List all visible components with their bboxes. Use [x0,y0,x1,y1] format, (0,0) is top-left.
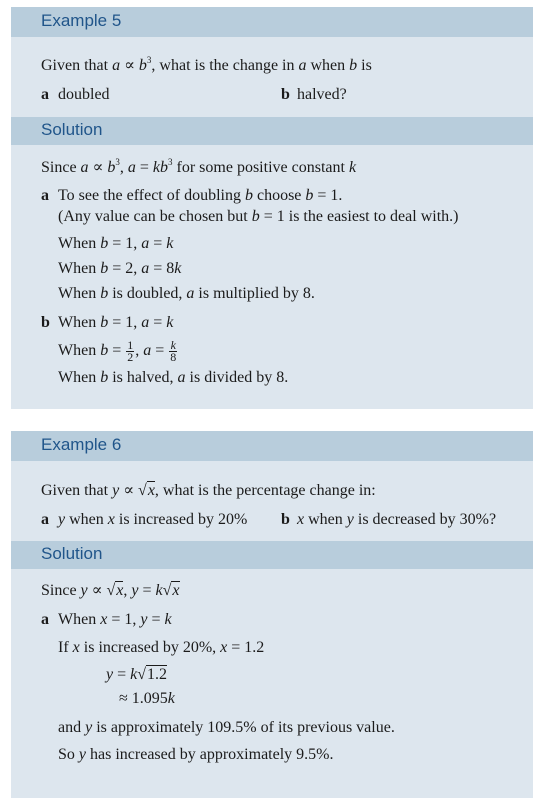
example-6-part-a: y when x is increased by 20% [58,511,248,528]
example-5-solution-b-line-2: When b = $\frac{1}{2}$ , a = $\frac{k}{8}$ [58,337,177,364]
example-5-solution-a-line-2: (Any value can be chosen but b = 1 is the easiest to deal with.) [58,208,459,225]
example-6-part-b: x when y is decreased by 30%? [297,511,497,528]
example-6-solution-a-line-1: When x = 1, y = k [58,611,172,628]
example-5-solution-a-label: a [41,187,49,204]
example-6-solution-a-line-5: and y is approximately 109.5% of its previous value. [58,719,395,736]
example-5-solution-b-line-3: When b is halved, a is divided by 8. [58,369,289,386]
example-6-heading: Example 6 [41,435,122,454]
example-6-solution-intro: Since y ∝ √x, y = k√x [41,582,180,599]
example-6-solution-a-line-6: So y has increased by approximately 9.5%. [58,746,334,763]
example-5-solution-b-label: b [41,314,50,331]
example-6-question: Given that y ∝ √x, what is the percentage change in: [41,482,376,499]
example-5-question: Given that $a \propto b^3$, what is the change in a when b is [41,55,372,74]
example-6-solution-a-line-2: If x is increased by 20%, x = 1.2 [58,639,265,656]
example-5-part-b-label: b [281,86,290,103]
example-5-solution-a-line-1: To see the effect of doubling b choose b = 1. [58,187,343,204]
example-5-heading: Example 5 [41,11,122,30]
example-5-header [11,7,533,37]
example-5-solution-header [11,117,533,145]
example-5-solution-b-line-1: When b = 1, a = k [58,314,174,331]
example-6-solution-a-line-4: ≈ 1.095k [119,690,175,707]
example-5-solution-intro: Since $a \propto b^3$, $a = kb^3$ for some positive constant k [41,157,357,176]
k-over-8-fraction: $\frac{k}{8}$ [170,337,177,364]
example-5-part-b: halved? [297,86,347,103]
example-5-solution-a-line-4: When b = 2, a = 8k [58,260,182,277]
example-6-part-a-label: a [41,511,49,528]
example-5-solution-a-line-5: When b is doubled, a is multiplied by 8. [58,285,315,302]
example-6-solution-a-label: a [41,611,49,628]
example-6-solution-header [11,541,533,569]
one-half-fraction: $\frac{1}{2}$ [127,337,134,364]
example-5-solution-a-line-3: When b = 1, a = k [58,235,174,252]
example-6-solution-heading: Solution [41,544,103,563]
example-5-solution-heading: Solution [41,120,103,139]
example-6-header [11,431,533,461]
example-5-part-a: doubled [58,86,110,103]
example-5-part-a-label: a [41,86,49,103]
example-6-part-b-label: b [281,511,290,528]
example-6-solution-a-line-3: y = k√1.2 [106,666,168,683]
